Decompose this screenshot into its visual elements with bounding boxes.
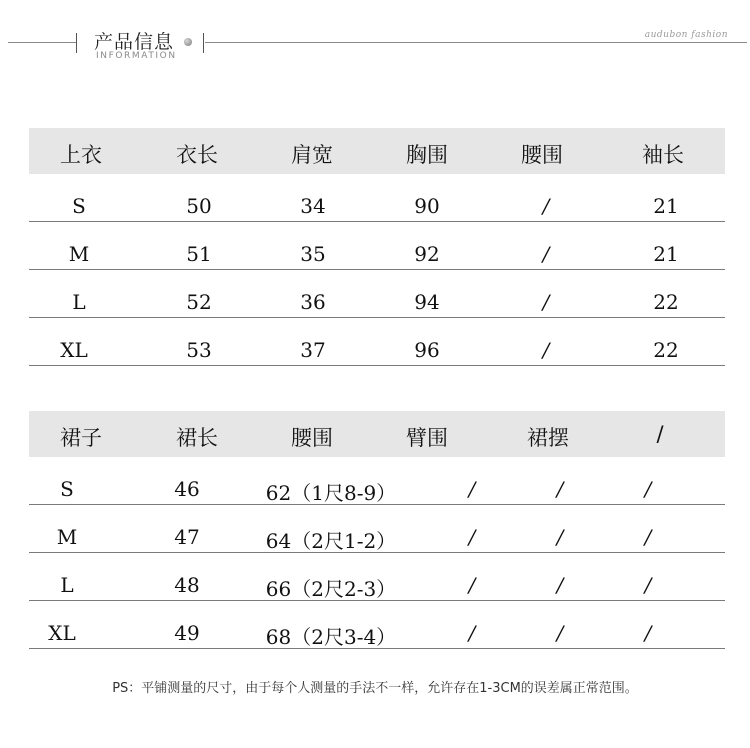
- table-cell: S: [60, 477, 74, 501]
- header-cell: 裙摆: [527, 426, 569, 450]
- table-cell: M: [68, 242, 90, 266]
- table-cell: S: [72, 194, 86, 218]
- table-cell: 21: [653, 242, 679, 266]
- table-cell: 50: [186, 194, 212, 218]
- table-cell: /: [468, 525, 476, 549]
- table-cell: /: [556, 573, 564, 597]
- table-cell: L: [72, 290, 86, 314]
- header-cell: 上衣: [60, 143, 102, 167]
- section-subtitle: INFORMATION: [96, 51, 177, 61]
- table-cell: 64（2尺1-2）: [265, 529, 397, 553]
- table-cell: 53: [186, 338, 212, 362]
- section-title: 产品信息: [94, 31, 175, 53]
- table-header: [29, 411, 725, 457]
- header-tick-left: [76, 33, 77, 53]
- table-cell: 35: [300, 242, 326, 266]
- table-cell: 22: [653, 290, 679, 314]
- table-cell: /: [644, 573, 652, 597]
- table-row: [29, 505, 725, 553]
- header-cell: 裙子: [60, 426, 102, 450]
- bottom-size-table: [29, 411, 725, 649]
- table-cell: 68（2尺3-4）: [265, 625, 397, 649]
- table-cell: 48: [174, 573, 200, 597]
- table-cell: /: [556, 621, 564, 645]
- table-cell: XL: [48, 621, 76, 645]
- measurement-note: PS：平铺测量的尺寸，由于每个人测量的手法不一样，允许存在1-3CM的误差属正常范围。: [112, 681, 638, 696]
- table-cell: /: [468, 621, 476, 645]
- table-row: [29, 457, 725, 505]
- table-cell: 46: [174, 477, 200, 501]
- table-cell: 92: [414, 242, 440, 266]
- table-cell: 47: [174, 525, 200, 549]
- table-row: [29, 270, 725, 318]
- table-cell: /: [556, 525, 564, 549]
- header-cell: 腰围: [291, 426, 333, 450]
- table-cell: /: [468, 477, 476, 501]
- table-cell: 51: [186, 242, 212, 266]
- table-row: [29, 174, 725, 222]
- table-cell: /: [542, 242, 550, 266]
- header-cell: 袖长: [642, 143, 684, 167]
- top-size-table: [29, 128, 725, 366]
- table-cell: /: [468, 573, 476, 597]
- table-cell: 49: [174, 621, 200, 645]
- brand-signature: audubon fashion: [644, 30, 728, 40]
- header-dot-icon: [184, 38, 192, 46]
- table-cell: 62（1尺8-9）: [265, 481, 397, 505]
- table-row: [29, 553, 725, 601]
- header-rule-right: [205, 42, 747, 43]
- header-tick-right: [203, 33, 204, 53]
- table-cell: 36: [300, 290, 326, 314]
- table-header: [29, 128, 725, 174]
- header-cell: 胸围: [406, 143, 448, 167]
- table-row: [29, 601, 725, 649]
- table-cell: 90: [414, 194, 440, 218]
- table-cell: 22: [653, 338, 679, 362]
- table-cell: 52: [186, 290, 212, 314]
- table-cell: 37: [300, 338, 326, 362]
- table-cell: 96: [414, 338, 440, 362]
- header-cell: 肩宽: [291, 143, 333, 167]
- table-cell: 66（2尺2-3）: [265, 577, 397, 601]
- table-cell: /: [644, 525, 652, 549]
- table-cell: /: [542, 338, 550, 362]
- header-cell: 臂围: [406, 426, 448, 450]
- table-cell: /: [542, 194, 550, 218]
- table-cell: 34: [300, 194, 326, 218]
- table-cell: 21: [653, 194, 679, 218]
- table-cell: XL: [60, 338, 88, 362]
- table-row: [29, 318, 725, 366]
- header-cell: 裙长: [176, 426, 218, 450]
- header-cell: 衣长: [176, 143, 218, 167]
- header-cell: 腰围: [521, 143, 563, 167]
- table-cell: /: [542, 290, 550, 314]
- table-row: [29, 222, 725, 270]
- table-cell: /: [556, 477, 564, 501]
- table-cell: M: [56, 525, 78, 549]
- table-cell: /: [644, 477, 652, 501]
- table-cell: L: [60, 573, 74, 597]
- header-cell: /: [656, 422, 664, 446]
- table-cell: /: [644, 621, 652, 645]
- table-cell: 94: [414, 290, 440, 314]
- header-rule-left: [8, 42, 76, 43]
